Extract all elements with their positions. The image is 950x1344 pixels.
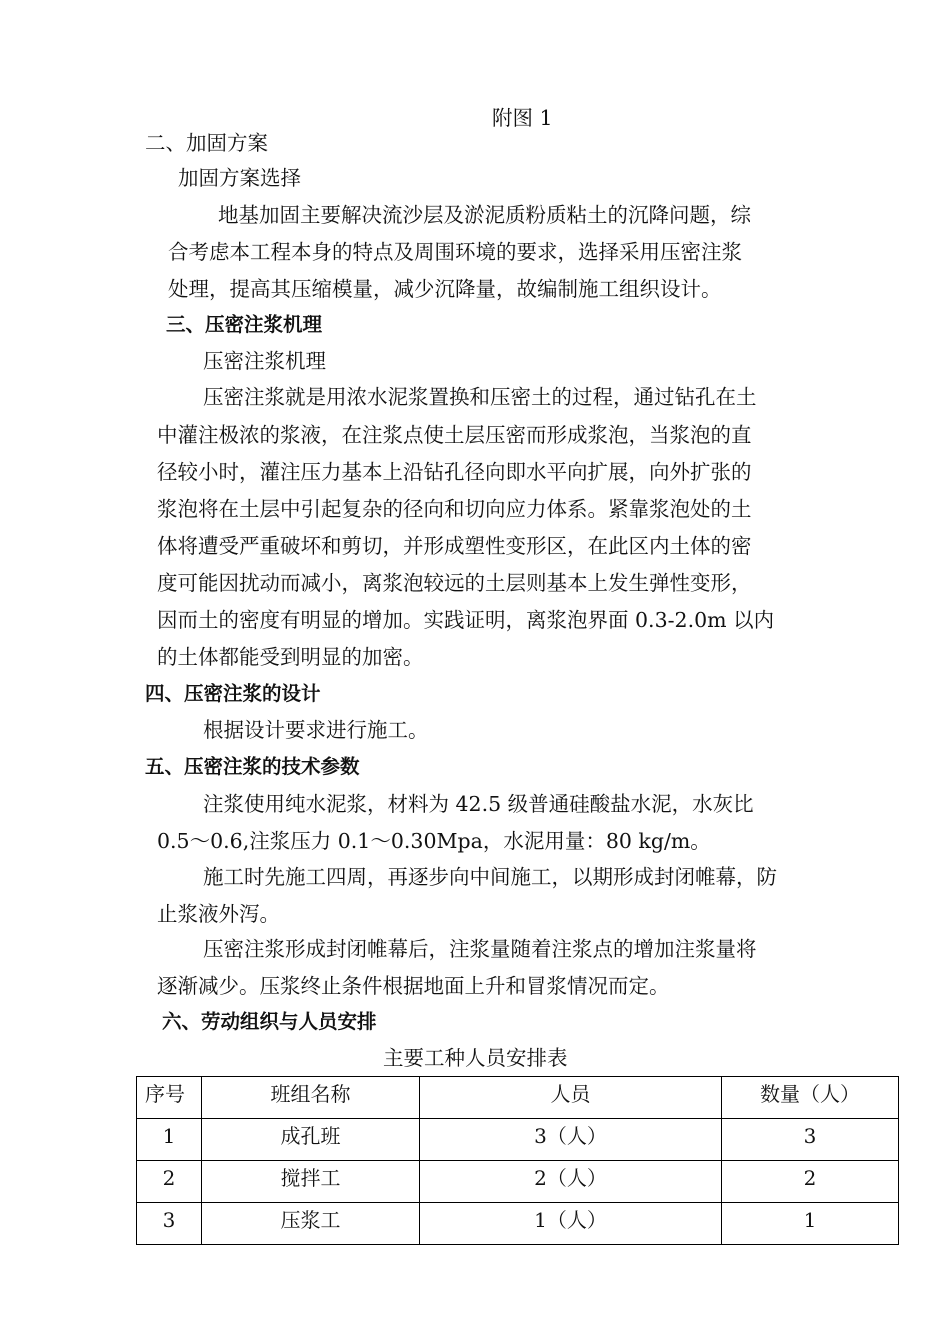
table-row	[137, 1119, 899, 1161]
staff-table	[136, 1076, 899, 1245]
table-cell: 2（人）	[420, 1161, 722, 1203]
paragraph-line: 合考虑本工程本身的特点及周围环境的要求，选择采用压密注浆	[168, 240, 742, 264]
table-row	[137, 1203, 899, 1245]
paragraph-line: 0.5～0.6,注浆压力 0.1～0.30Mpa，水泥用量：80 kg/m。	[157, 829, 711, 853]
table-cell: 搅拌工	[202, 1161, 420, 1203]
paragraph-line: 施工时先施工四周，再逐步向中间施工，以期形成封闭帷幕，防	[203, 865, 777, 889]
paragraph-line: 因而土的密度有明显的增加。实践证明，离浆泡界面 0.3-2.0m 以内	[157, 608, 775, 632]
column-header: 序号	[137, 1077, 202, 1119]
paragraph-line: 度可能因扰动而减小，离浆泡较远的土层则基本上发生弹性变形，	[157, 571, 752, 595]
paragraph-line: 处理，提高其压缩模量，减少沉降量，故编制施工组织设计。	[168, 277, 722, 301]
section-6-heading: 六、劳动组织与人员安排	[162, 1010, 377, 1033]
paragraph-line: 地基加固主要解决流沙层及淤泥质粉质粘土的沉降问题，综	[218, 203, 751, 227]
section-3-heading: 三、压密注浆机理	[166, 313, 323, 336]
paragraph-line: 止浆液外泻。	[157, 902, 280, 926]
paragraph-line: 体将遭受严重破坏和剪切，并形成塑性变形区，在此区内土体的密	[157, 534, 752, 558]
table-header-row	[137, 1077, 899, 1119]
table-row	[137, 1161, 899, 1203]
table-cell: 3（人）	[420, 1119, 722, 1161]
table-title: 主要工种人员安排表	[383, 1046, 568, 1070]
table-cell: 压浆工	[202, 1203, 420, 1245]
section-3-subheading: 压密注浆机理	[203, 349, 326, 373]
paragraph-line: 注浆使用纯水泥浆，材料为 42.5 级普通硅酸盐水泥，水灰比	[203, 792, 754, 816]
table-cell: 成孔班	[202, 1119, 420, 1161]
table-cell: 1（人）	[420, 1203, 722, 1245]
column-header: 数量（人）	[722, 1077, 899, 1119]
figure-caption: 附图 1	[492, 106, 553, 130]
paragraph-line: 径较小时，灌注压力基本上沿钻孔径向即水平向扩展，向外扩张的	[157, 460, 752, 484]
paragraph-line: 中灌注极浓的浆液，在注浆点使土层压密而形成浆泡，当浆泡的直	[157, 423, 752, 447]
table-cell: 1	[137, 1119, 202, 1161]
table-cell: 3	[137, 1203, 202, 1245]
section-5-heading: 五、压密注浆的技术参数	[145, 755, 360, 778]
section-2-subheading: 加固方案选择	[178, 166, 301, 190]
table-cell: 3	[722, 1119, 899, 1161]
table-cell: 2	[137, 1161, 202, 1203]
paragraph-line: 逐渐减少。压浆终止条件根据地面上升和冒浆情况而定。	[157, 974, 670, 998]
paragraph-line: 的土体都能受到明显的加密。	[157, 645, 424, 669]
table-cell: 1	[722, 1203, 899, 1245]
column-header: 人员	[420, 1077, 722, 1119]
paragraph-line: 压密注浆形成封闭帷幕后，注浆量随着注浆点的增加注浆量将	[203, 937, 757, 961]
section-2-heading: 二、加固方案	[145, 131, 268, 155]
table-cell: 2	[722, 1161, 899, 1203]
section-4-heading: 四、压密注浆的设计	[145, 682, 321, 705]
section-4-paragraph: 根据设计要求进行施工。	[203, 718, 429, 742]
paragraph-line: 压密注浆就是用浓水泥浆置换和压密土的过程，通过钻孔在土	[203, 385, 757, 409]
paragraph-line: 浆泡将在土层中引起复杂的径向和切向应力体系。紧靠浆泡处的土	[157, 497, 752, 521]
column-header: 班组名称	[202, 1077, 420, 1119]
